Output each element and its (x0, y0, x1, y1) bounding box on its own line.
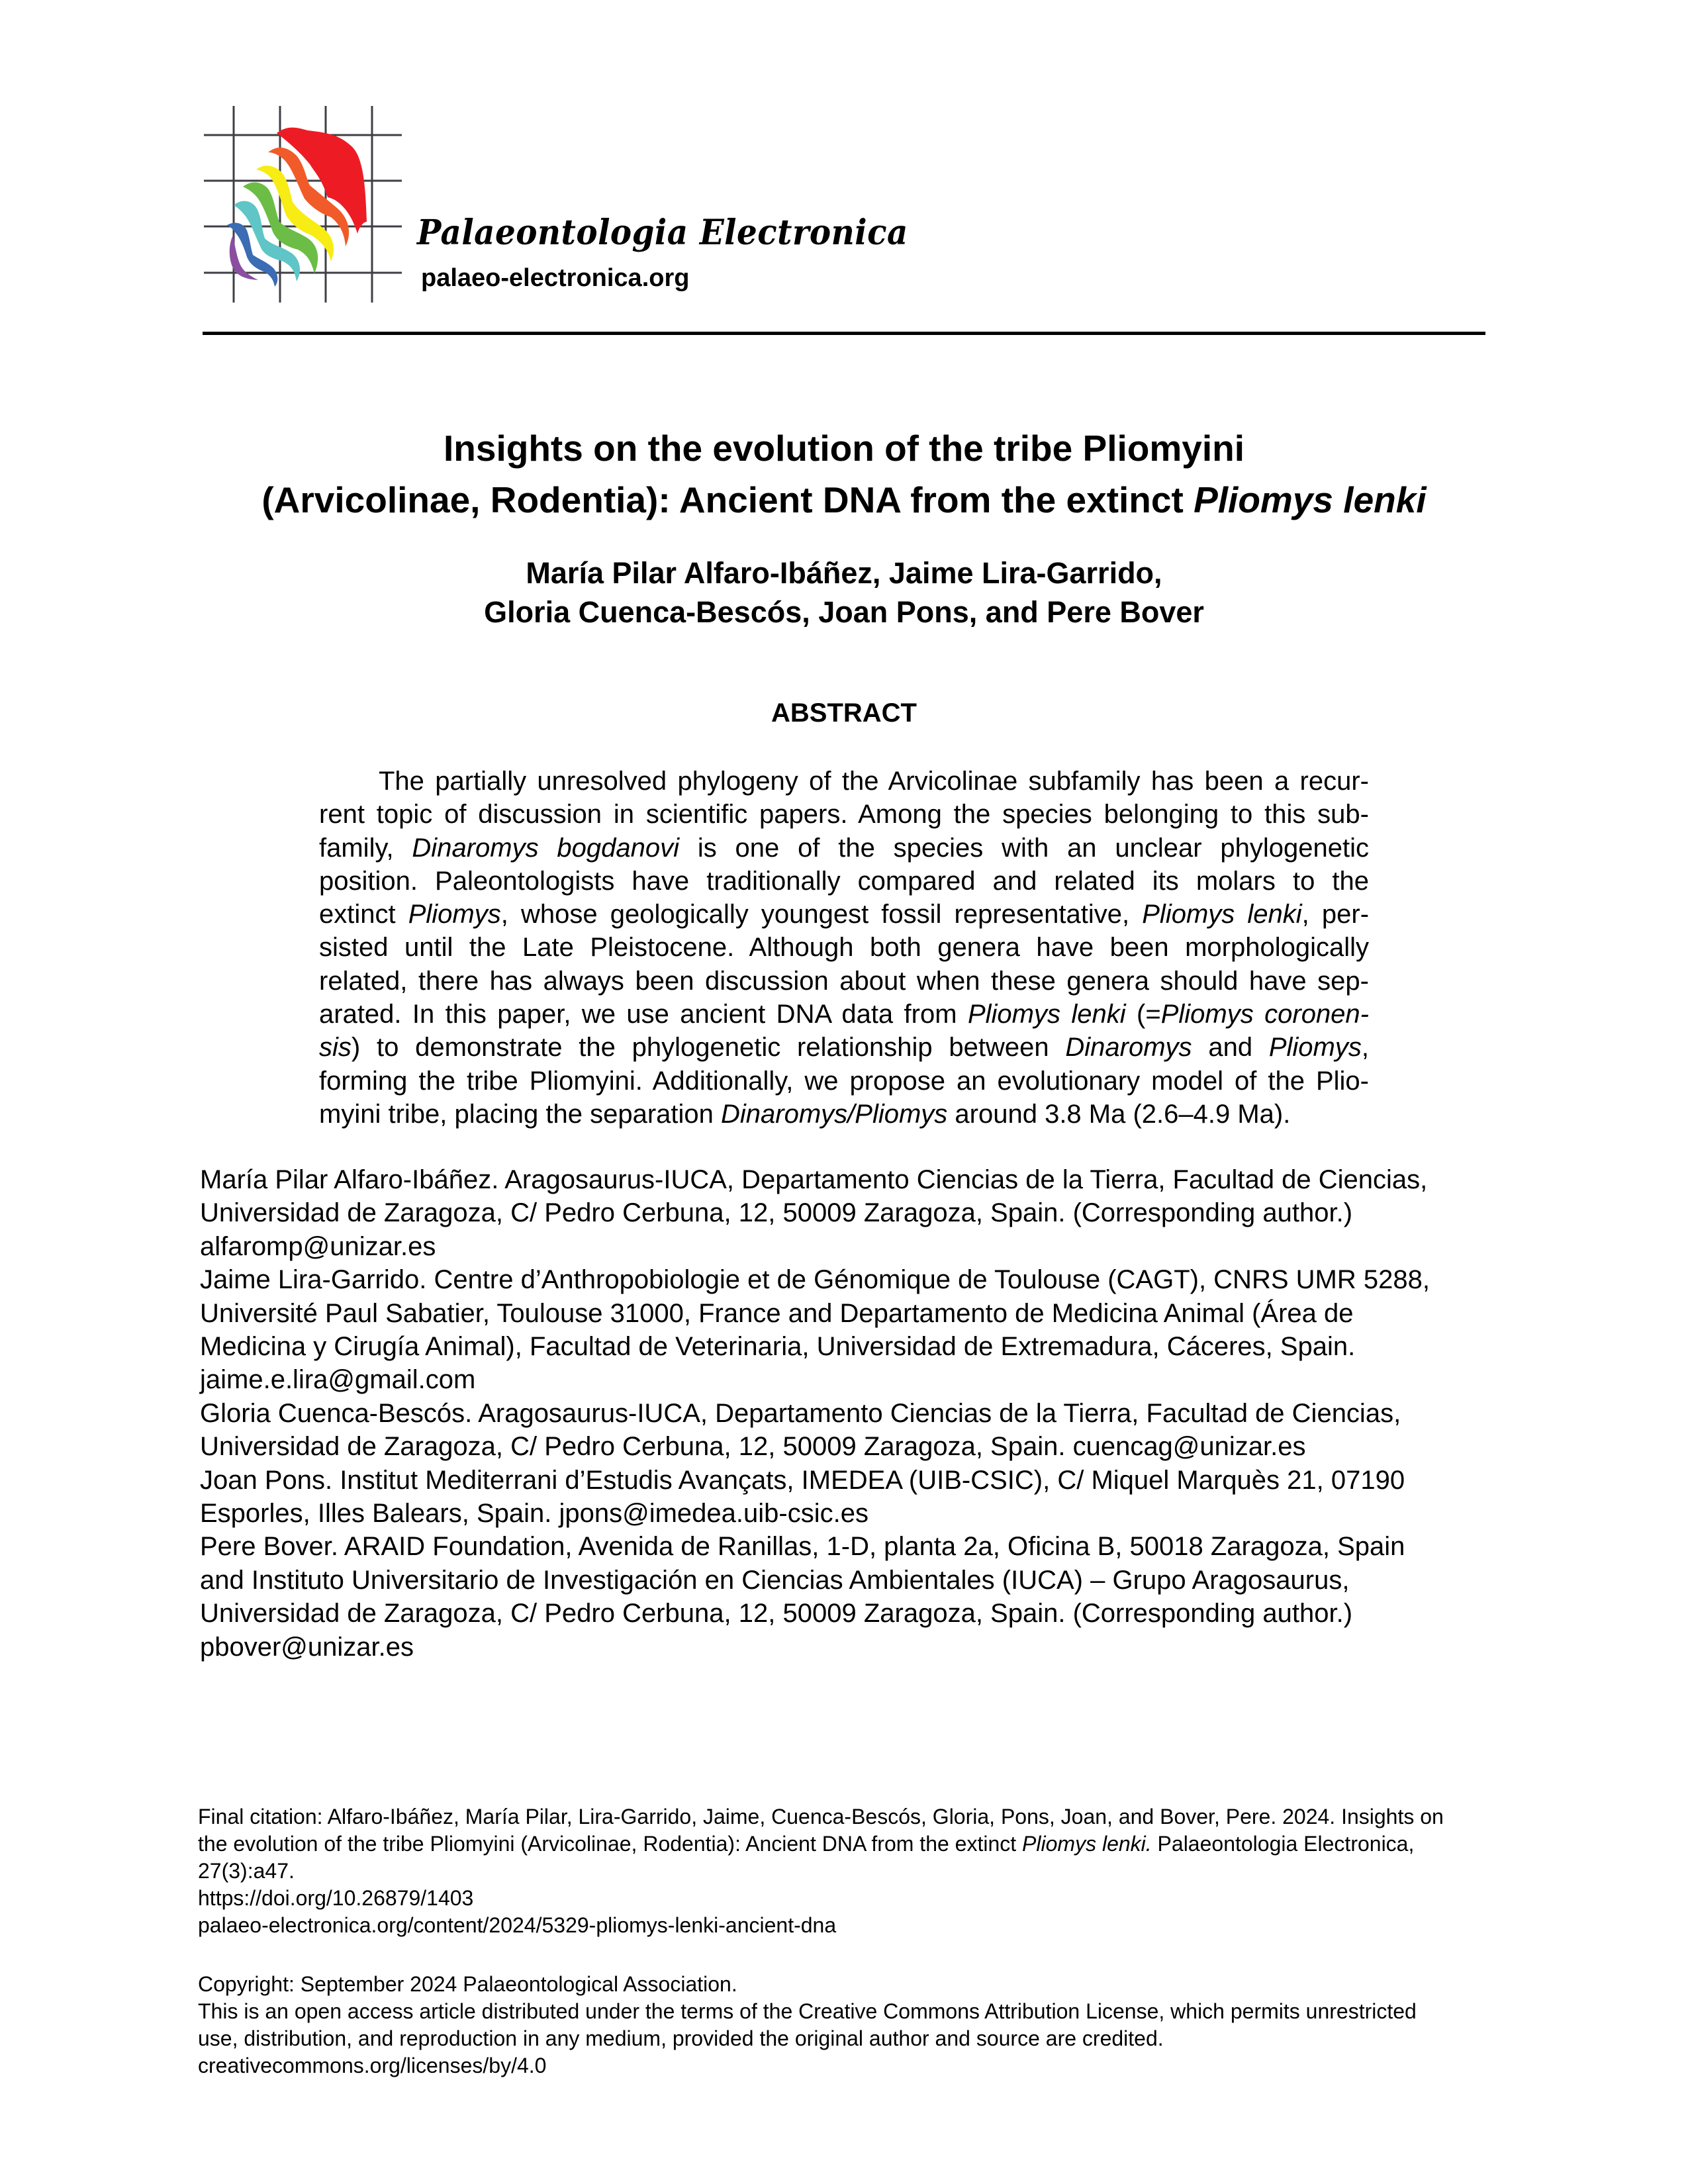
authors-line-1: María Pilar Alfaro-Ibáñez, Jaime Lira-Garrido, (526, 556, 1162, 590)
abstract-line (319, 765, 1369, 798)
abstract-text: around 3.8 Ma (2.6–4.9 Ma). (947, 1099, 1291, 1129)
abstract-line (319, 1031, 1369, 1064)
affiliation-line: Gloria Cuenca-Bescós. Aragosaurus-IUCA, Departamento Ciencias de la Tierra, Facultad de Ciencias, (200, 1398, 1401, 1428)
abstract-line (319, 898, 1369, 931)
abstract-text: (= (1125, 1000, 1161, 1029)
title-species-name: Pliomys lenki (1194, 479, 1427, 520)
abstract-text: position. Paleontologists have traditionally compared and related its molars to the (319, 866, 1369, 896)
abstract-text: arated. In this paper, we use ancient DNA data from (319, 1000, 968, 1029)
abstract-text: sisted until the Late Pleistocene. Although both genera have been morphologically (319, 933, 1369, 963)
affiliation-line: Esporles, Illes Balears, Spain. jpons@imedea.uib-csic.es (200, 1499, 868, 1529)
citation-line-2-text: the evolution of the tribe Pliomyini (Arvicolinae, Rodentia): Ancient DNA from the extinct (198, 1832, 1023, 1856)
abstract-line (319, 865, 1369, 898)
abstract-text: ) to demonstrate the phylogenetic relationship between (351, 1033, 1066, 1063)
final-citation (198, 1803, 1522, 1939)
abstract-heading: ABSTRACT (771, 698, 917, 728)
abstract-taxon-name: Pliomys lenki (1142, 900, 1302, 929)
abstract-taxon-name: Pliomys (1268, 1033, 1362, 1063)
author-list (0, 553, 1688, 632)
abstract-text: myini tribe, placing the separation (319, 1099, 721, 1129)
citation-line-2 (198, 1830, 1522, 1858)
affiliation-line: Université Paul Sabatier, Toulouse 31000, France and Departamento de Medicina Animal (Área de (200, 1298, 1354, 1328)
abstract-line (319, 931, 1369, 964)
license-url-link[interactable]: creativecommons.org/licenses/by/4.0 (198, 2054, 547, 2077)
abstract-taxon-name: Dinaromys (1065, 1033, 1192, 1063)
abstract-text: forming the tribe Pliomyini. Additionally, we propose an evolutionary model of the Plio- (319, 1066, 1369, 1096)
affiliation-line: Universidad de Zaragoza, C/ Pedro Cerbuna, 12, 50009 Zaragoza, Spain. cuencag@unizar.es (200, 1432, 1306, 1462)
affiliation-line: pbover@unizar.es (200, 1632, 414, 1662)
abstract-text: rent topic of discussion in scientific papers. Among the species belonging to this sub- (319, 800, 1369, 830)
title-line-1: Insights on the evolution of the tribe Pliomyini (443, 428, 1245, 469)
authors-line-2: Gloria Cuenca-Bescós, Joan Pons, and Pere Bover (484, 595, 1204, 629)
abstract-text: , (1361, 1033, 1369, 1063)
abstract-text: extinct (319, 900, 408, 929)
abstract-taxon-name: Dinaromys/Pliomys (721, 1099, 948, 1129)
abstract-taxon-name: Dinaromys bogdanovi (412, 833, 679, 863)
abstract-taxon-name: Pliomys (408, 900, 501, 929)
abstract-line (319, 798, 1369, 831)
affiliation-line: María Pilar Alfaro-Ibáñez. Aragosaurus-IUCA, Departamento Ciencias de la Tierra, Facultad de Ciencias, (200, 1165, 1428, 1194)
journal-url-link[interactable]: palaeo-electronica.org (421, 264, 690, 292)
abstract-text: and (1192, 1033, 1269, 1063)
journal-name: Palaeontologia Electronica (417, 213, 908, 253)
abstract-body (319, 765, 1369, 1131)
logo-bands (227, 128, 367, 287)
affiliation-line: jaime.e.lira@gmail.com (200, 1365, 476, 1395)
affiliation-line: Universidad de Zaragoza, C/ Pedro Cerbuna, 12, 50009 Zaragoza, Spain. (Corresponding author.) (200, 1599, 1353, 1629)
title-line-2 (0, 474, 1688, 526)
article-url-link[interactable]: palaeo-electronica.org/content/2024/5329-pliomys-lenki-ancient-dna (198, 1913, 837, 1937)
abstract-text: The partially unresolved phylogeny of the Arvicolinae subfamily has been a recur- (379, 767, 1369, 796)
abstract-line (319, 998, 1369, 1031)
abstract-taxon-name: Pliomys lenki (967, 1000, 1126, 1029)
abstract-taxon-name: Pliomys coronen- (1160, 1000, 1369, 1029)
affiliation-line: alfaromp@unizar.es (200, 1231, 436, 1261)
abstract-text: , whose geologically youngest fossil representative, (500, 900, 1143, 929)
affiliation-line: and Instituto Universitario de Investigación en Ciencias Ambientales (IUCA) – Grupo Aragosaurus, (200, 1565, 1350, 1595)
affiliation-line: Pere Bover. ARAID Foundation, Avenida de Ranillas, 1-D, planta 2a, Oficina B, 50018 Zaragoza, Spain (200, 1532, 1405, 1562)
affiliation-line: Joan Pons. Institut Mediterrani d’Estudis Avançats, IMEDEA (UIB-CSIC), C/ Miquel Marquès 21, 07190 (200, 1465, 1405, 1495)
citation-species-name: Pliomys lenki. (1022, 1832, 1152, 1856)
abstract-line (319, 831, 1369, 865)
license-text-line-1: This is an open access article distributed under the terms of the Creative Commons Attribution License, which permits unrestricted (198, 1999, 1417, 2023)
affiliation-line: Universidad de Zaragoza, C/ Pedro Cerbuna, 12, 50009 Zaragoza, Spain. (Corresponding author.) (200, 1198, 1353, 1228)
abstract-text: family, (319, 833, 412, 863)
citation-journal: Palaeontologia Electronica, (1151, 1832, 1415, 1856)
affiliation-line: Medicina y Cirugía Animal), Facultad de Veterinaria, Universidad de Extremadura, Cáceres, Spain. (200, 1332, 1356, 1362)
author-affiliations (200, 1163, 1524, 1664)
article-title (0, 422, 1688, 526)
copyright-line: Copyright: September 2024 Palaeontological Association. (198, 1972, 737, 1996)
abstract-line (319, 965, 1369, 998)
title-line-2-text: (Arvicolinae, Rodentia): Ancient DNA from the extinct (261, 479, 1194, 520)
header-rule (203, 332, 1485, 335)
abstract-text: is one of the species with an unclear phylogenetic (679, 833, 1369, 863)
doi-link[interactable]: https://doi.org/10.26879/1403 (198, 1886, 474, 1910)
journal-logo (199, 99, 410, 311)
license-text-line-2: use, distribution, and reproduction in any medium, provided the original author and source are credited. (198, 2026, 1164, 2050)
abstract-text: , per- (1301, 900, 1370, 929)
abstract-text: related, there has always been discussion about when these genera should have sep- (319, 966, 1369, 996)
citation-volume: 27(3):a47. (198, 1859, 295, 1883)
affiliation-line: Jaime Lira-Garrido. Centre d’Anthropobiologie et de Génomique de Toulouse (CAGT), CNRS UMR 5288, (200, 1265, 1430, 1295)
abstract-taxon-name: sis (319, 1033, 352, 1063)
abstract-line (319, 1065, 1369, 1098)
copyright-notice (198, 1971, 1522, 2079)
abstract-line (319, 1098, 1369, 1131)
citation-line-1: Final citation: Alfaro-Ibáñez, María Pilar, Lira-Garrido, Jaime, Cuenca-Bescós, Gloria, Pons, Joan, and Bover, Pere. 2024. Insights on (198, 1805, 1444, 1828)
